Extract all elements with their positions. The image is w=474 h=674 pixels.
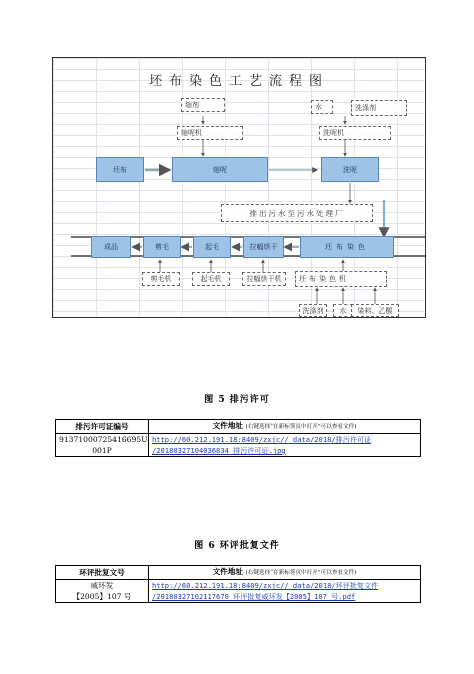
permit-number-cell [56, 434, 149, 457]
figure6-caption: 图 6 环评批复文件 [194, 541, 280, 551]
shear-machine-box: 剪毛机 [142, 272, 180, 286]
tenter-drying-box: 拉幅烘干 [243, 236, 284, 258]
approval-number-line2: 【2005】107 号 [72, 592, 132, 601]
input-water-box: 水 [333, 304, 353, 317]
file-address-header [149, 566, 421, 580]
table-row [56, 434, 421, 457]
wash-process-box: 洗呢 [321, 157, 379, 182]
raise-machine-box: 起毛机 [192, 272, 230, 286]
approval-file-link[interactable] [152, 581, 378, 601]
permit-number-line1: 91371000725416695U [59, 435, 148, 444]
detergent-box: 洗涤剂 [351, 100, 407, 116]
approval-link-line2: /20180327102117670_环评批复威环发【2005】107 号.pdf [152, 592, 356, 601]
open-hint-note: (右键选择“在新标签页中打开”可以查看文件) [245, 424, 357, 430]
tenter-machine-box: 拉幅烘干机 [242, 272, 286, 286]
greige-cloth-box: 坯布 [96, 157, 144, 182]
eia-approval-table [55, 565, 421, 603]
wastewater-discharge-box: 排出污水至污水处理厂 [221, 204, 373, 222]
permit-number-line2: 001P [92, 446, 112, 455]
water-box: 水 [311, 100, 333, 114]
file-address-header [149, 420, 421, 434]
figure5-caption: 图 5 排污许可 [204, 395, 270, 405]
permit-link-cell [149, 434, 421, 457]
chart-title: 坯布染色工艺流程图 [148, 74, 329, 89]
approval-link-line1: http://60.212.191.18:8409/zxjc// data/2018/环评批复文件 [152, 581, 379, 590]
permit-table [55, 419, 421, 457]
approval-number-cell [56, 580, 149, 603]
permit-number-header: 排污许可证编号 [56, 420, 149, 434]
file-address-label: 文件地址 [212, 567, 243, 576]
dye-machine-box: 坯布染色机 [295, 271, 387, 287]
permit-link-line2: /20180327104036834_排污许可证.jpg [152, 446, 286, 455]
shrink-machine-box: 缩呢机 [177, 126, 243, 140]
open-hint-note: (右键选择“在新标签页中打开”可以查看文件) [245, 570, 357, 576]
approval-link-cell [149, 580, 421, 603]
raising-box: 起毛 [193, 236, 231, 258]
table-header-row [56, 420, 421, 434]
file-address-label: 文件地址 [212, 421, 243, 430]
process-flow-chart [52, 57, 426, 318]
shrink-process-box: 缩呢 [172, 157, 268, 182]
permit-link-line1: http://60.212.191.18:8409/zxjc// data/2018/排污许可证 [152, 435, 372, 444]
approval-number-line1: 威环发 [90, 581, 114, 590]
finished-product-box: 成品 [91, 236, 131, 258]
permit-file-link[interactable] [152, 435, 371, 455]
dyeing-box: 坯布染色 [300, 236, 394, 258]
shrink-agent-box: 缩剂 [181, 98, 225, 112]
approval-number-header: 环评批复文号 [56, 566, 149, 580]
table-row [56, 580, 421, 603]
input-dyes-box: 染料、乙酸 [351, 304, 399, 317]
shearing-box: 剪毛 [143, 236, 181, 258]
input-detergent-box: 洗涤剂 [299, 304, 327, 317]
table-header-row [56, 566, 421, 580]
wash-machine-box: 洗呢机 [319, 126, 391, 140]
